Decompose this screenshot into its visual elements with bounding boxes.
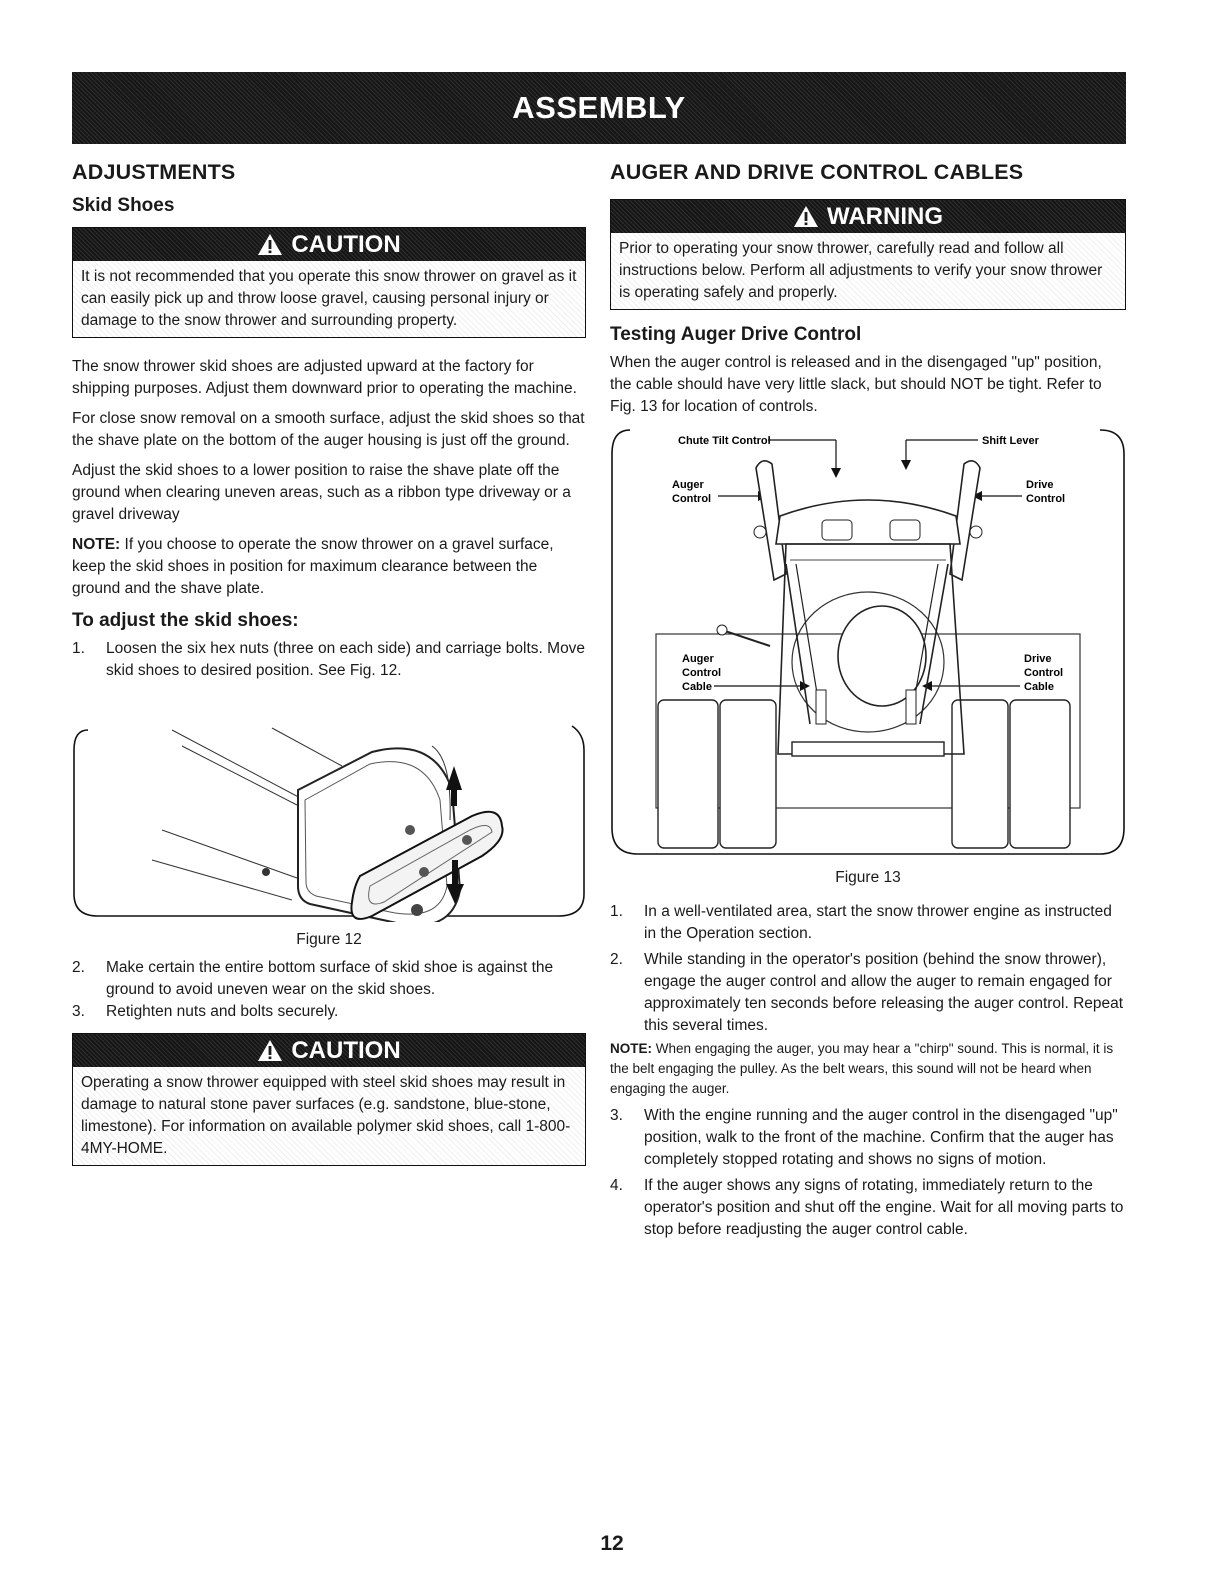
warning-text: Prior to operating your snow thrower, carefully read and follow all instructions below. Perform all adjustments to verify your snow thrower is operating safely and properly. bbox=[611, 233, 1125, 309]
page-number: 12 bbox=[600, 1532, 624, 1555]
caution-label-1: CAUTION bbox=[291, 230, 401, 258]
list-item: 1. Loosen the six hex nuts (three on each side) and carriage bolts. Move skid shoes to desired position. See Fig. 12. bbox=[72, 640, 586, 679]
list-item: 3. Retighten nuts and bolts securely. bbox=[72, 1003, 339, 1020]
list-item: 2. Make certain the entire bottom surface of skid shoe is against the ground to avoid uneven wear on the skid shoes. bbox=[72, 959, 554, 998]
testing-auger-heading: Testing Auger Drive Control bbox=[610, 324, 862, 345]
warning-triangle-icon bbox=[257, 233, 283, 256]
figure-12 bbox=[72, 690, 586, 949]
assembly-banner bbox=[72, 72, 1126, 144]
svg-text:Drive: Drive bbox=[1026, 479, 1054, 491]
adjust-steps-b bbox=[72, 957, 586, 1023]
caution-text-2: Operating a snow thrower equipped with steel skid shoes may result in damage to natural stone paver surfaces (e.g. sandstone, blue-stone, limestone). For information on available polymer skid shoes, call 1-800-4MY-HOME. bbox=[73, 1067, 585, 1165]
note-label: NOTE: bbox=[610, 1041, 652, 1056]
warning-label: WARNING bbox=[827, 202, 943, 230]
svg-text:Cable: Cable bbox=[682, 681, 712, 693]
list-item: 3. With the engine running and the auger control in the disengaged "up" position, walk to the front of the machine. Confirm that the auger has completely stopped rotating and shows no signs of motion. bbox=[610, 1107, 1118, 1168]
svg-text:Cable: Cable bbox=[1024, 681, 1054, 693]
caution-text-1: It is not recommended that you operate this snow thrower on gravel as it can easily pick up and throw loose gravel, causing personal injury or damage to the snow thrower and surrounding property. bbox=[73, 261, 585, 337]
svg-text:Auger: Auger bbox=[682, 653, 714, 665]
left-column bbox=[72, 156, 586, 1166]
svg-text:Control: Control bbox=[682, 667, 722, 679]
skid-shoes-para-1: The snow thrower skid shoes are adjusted upward at the factory for shipping purposes. Adjust them downward prior to operating the machine. bbox=[72, 358, 577, 397]
note-text: When engaging the auger, you may hear a "chirp" sound. This is normal, it is the belt engaging the pulley. As the belt wears, this sound will not be heard when engaging the auger. bbox=[610, 1041, 1114, 1096]
warning-header bbox=[611, 200, 1125, 233]
testing-auger-para: When the auger control is released and in the disengaged "up" position, the cable should have very little slack, but should NOT be tight. Refer to Fig. 13 for location of controls. bbox=[610, 354, 1102, 415]
svg-text:Control: Control bbox=[672, 493, 712, 505]
figure-13-caption: Figure 13 bbox=[835, 869, 901, 886]
svg-text:Drive: Drive bbox=[1024, 653, 1052, 665]
list-item: 2. While standing in the operator's position (behind the snow thrower), engage the auger control and allow the auger to remain engaged for approximately ten seconds before releasing the auger control. Repeat this several times. bbox=[610, 951, 1124, 1034]
skid-shoes-heading: Skid Shoes bbox=[72, 195, 175, 216]
caution-label-2: CAUTION bbox=[291, 1036, 401, 1064]
list-item: 4. If the auger shows any signs of rotating, immediately return to the operator's position and shut off the engine. Wait for all moving parts to stop before readjusting the auger control cable. bbox=[610, 1177, 1124, 1238]
figure-13 bbox=[610, 424, 1126, 887]
right-column bbox=[610, 156, 1126, 1241]
testing-steps-b bbox=[610, 1105, 1126, 1241]
shift-lever-label: Shift Lever bbox=[982, 435, 1039, 447]
note-label: NOTE: bbox=[72, 536, 121, 553]
adjust-steps-a bbox=[72, 638, 586, 682]
caution-box-1 bbox=[72, 227, 586, 338]
warning-triangle-icon bbox=[257, 1039, 283, 1062]
caution-header-1 bbox=[73, 228, 585, 261]
snow-thrower-controls-illustration bbox=[610, 424, 1126, 860]
svg-text:Control: Control bbox=[1026, 493, 1066, 505]
caution-box-2 bbox=[72, 1033, 586, 1166]
skid-shoes-note bbox=[72, 534, 586, 600]
testing-steps-a bbox=[610, 901, 1126, 1037]
adjustments-heading: ADJUSTMENTS bbox=[72, 160, 236, 184]
svg-text:Control: Control bbox=[1024, 667, 1064, 679]
caution-header-2 bbox=[73, 1034, 585, 1067]
warning-triangle-icon bbox=[793, 205, 819, 228]
list-item: 1. In a well-ventilated area, start the snow thrower engine as instructed in the Operation section. bbox=[610, 903, 1112, 942]
warning-box bbox=[610, 199, 1126, 310]
skid-shoes-para-3: Adjust the skid shoes to a lower position to raise the shave plate off the ground when clearing uneven areas, such as a ribbon type driveway or a gravel driveway bbox=[72, 462, 571, 523]
note-text: If you choose to operate the snow thrower on a gravel surface, keep the skid shoes in position for maximum clearance between the ground and the shave plate. bbox=[72, 536, 554, 597]
chirp-note bbox=[610, 1039, 1126, 1099]
cables-heading: AUGER AND DRIVE CONTROL CABLES bbox=[610, 160, 1024, 184]
svg-text:Auger: Auger bbox=[672, 479, 704, 491]
chute-tilt-control-label: Chute Tilt Control bbox=[678, 435, 771, 447]
adjust-skid-shoes-heading: To adjust the skid shoes: bbox=[72, 610, 299, 631]
figure-12-caption: Figure 12 bbox=[296, 931, 362, 948]
skid-shoe-illustration bbox=[72, 690, 586, 922]
skid-shoes-para-2: For close snow removal on a smooth surface, adjust the skid shoes so that the shave plate on the bottom of the auger housing is just off the ground. bbox=[72, 410, 585, 449]
page-title: ASSEMBLY bbox=[512, 90, 686, 125]
